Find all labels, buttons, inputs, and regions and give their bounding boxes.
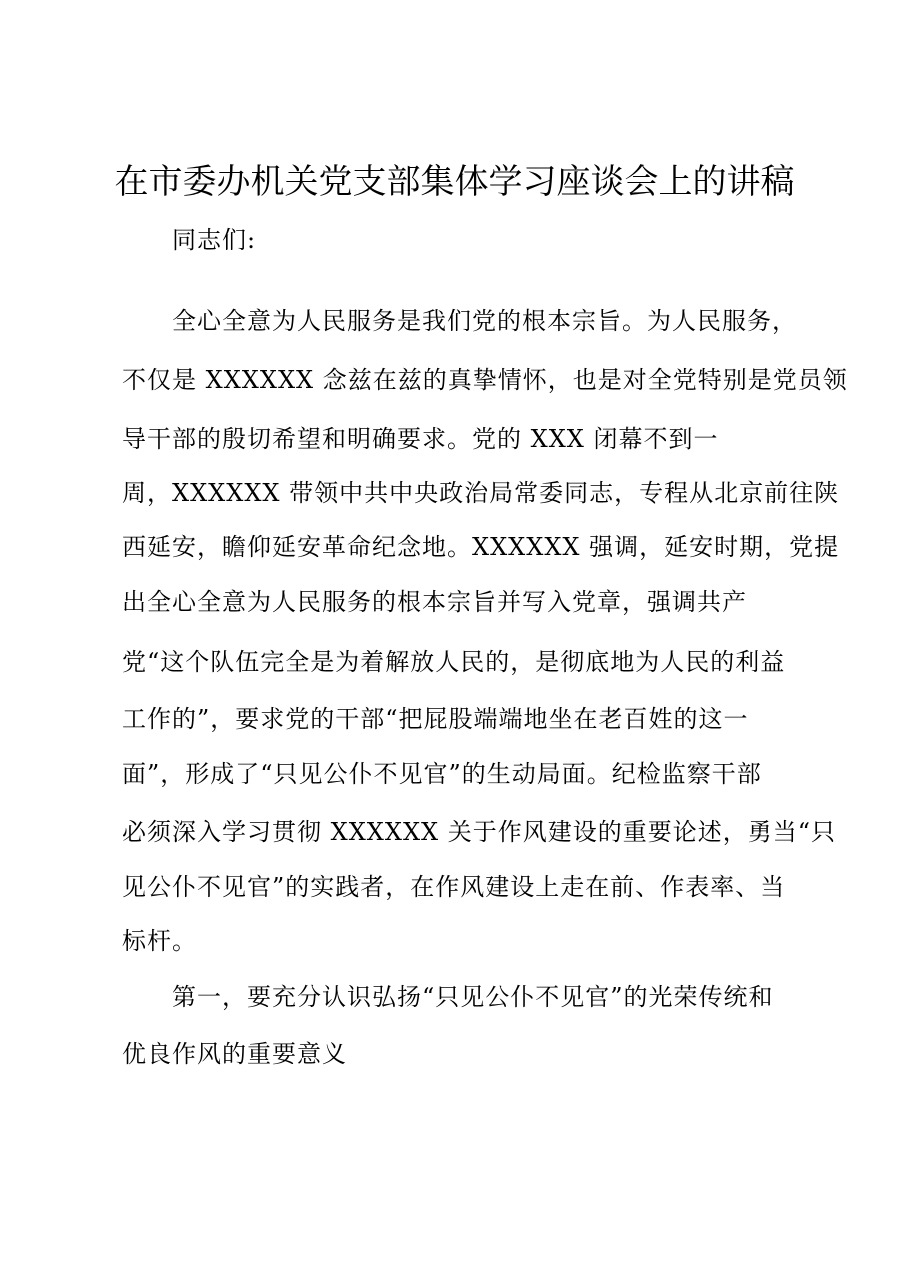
body-line-11: 见公仆不见官”的实践者，在作风建设上走在前、作表率、当 <box>122 873 786 901</box>
body-line-12: 标杆。 <box>122 927 197 955</box>
body-line-2: 不仅是 XXXXXX 念兹在兹的真挚情怀，也是对全党特别是党员领 <box>122 366 848 394</box>
body-line-4: 周，XXXXXX 带领中共中央政治局常委同志，专程从北京前往陕 <box>122 479 840 507</box>
body-line-10: 必须深入学习贯彻 XXXXXX 关于作风建设的重要论述，勇当“只 <box>122 818 837 846</box>
body-line-9: 面”，形成了“只见公仆不见官”的生动局面。纪检监察干部 <box>122 760 762 788</box>
section-heading-line-2: 优良作风的重要意义 <box>122 1040 347 1068</box>
body-line-5: 西延安，瞻仰延安革命纪念地。XXXXXX 强调，延安时期，党提 <box>122 533 840 561</box>
salutation-line: 同志们: <box>172 226 257 254</box>
section-heading-line-1: 第一，要充分认识弘扬“只见公仆不见官”的光荣传统和 <box>172 983 774 1011</box>
body-line-7: 党“这个队伍完全是为着解放人民的，是彻底地为人民的利益 <box>122 648 786 676</box>
document-title: 在市委办机关党支部集体学习座谈会上的讲稿 <box>114 162 795 202</box>
body-line-8: 工作的”，要求党的干部“把屁股端端地坐在老百姓的这一 <box>122 705 749 733</box>
body-line-6: 出全心全意为人民服务的根本宗旨并写入党章，强调共产 <box>122 588 747 616</box>
body-line-1: 全心全意为人民服务是我们党的根本宗旨。为人民服务， <box>172 307 797 335</box>
body-line-3: 导干部的殷切希望和明确要求。党的 XXX 闭幕不到一 <box>122 425 719 453</box>
